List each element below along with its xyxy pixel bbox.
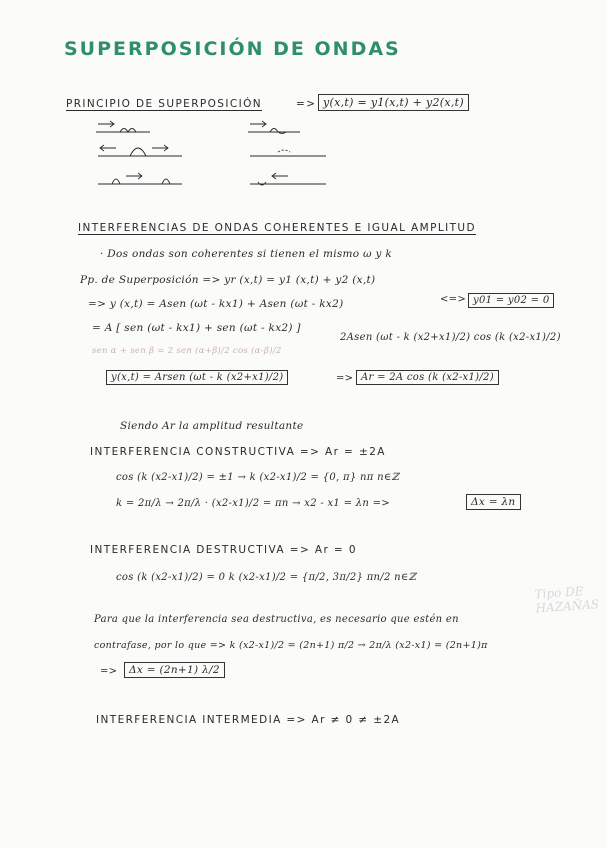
wave-pulses-sketch [90, 118, 350, 198]
watermark: Tipo DE HAZAÑAS [534, 584, 600, 616]
principle-heading: PRINCIPIO DE SUPERPOSICIÓN [66, 98, 263, 110]
step1-eq: => y (x,t) = Asen (ωt - kx1) + Asen (ωt - kx2) [88, 298, 344, 310]
step2-eq: = A [ sen (ωt - kx1) + sen (ωt - kx2) ] [92, 322, 301, 334]
destructive-arrow: => [100, 666, 118, 677]
step3-arrow: => [336, 373, 354, 384]
step3-result: Ar = 2A cos (k (x2-x1)/2) [356, 370, 499, 385]
trig-identity: sen α + sen β = 2 sen (α+β)/2 cos (α-β)/2 [92, 346, 282, 356]
coherent-note: · Dos ondas son coherentes si tienen el mismo ω y k [100, 248, 393, 260]
step1-box: y01 = y02 = 0 [468, 293, 554, 308]
destructive-note2: contrafase, por lo que => k (x2-x1)/2 = (2n+1) π/2 → 2π/λ (x2-x1) = (2n+1)π [94, 640, 488, 651]
interference-heading: INTERFERENCIAS DE ONDAS COHERENTES E IGUAL AMPLITUD [78, 222, 476, 234]
destructive-heading: INTERFERENCIA DESTRUCTIVA => Ar = 0 [90, 544, 357, 556]
constructive-heading: INTERFERENCIA CONSTRUCTIVA => Ar = ±2A [90, 446, 386, 458]
constructive-eq1: cos (k (x2-x1)/2) = ±1 → k (x2-x1)/2 = {0, π} nπ n∈ℤ [116, 472, 400, 483]
principle-formula: y(x,t) = y1(x,t) + y2(x,t) [318, 94, 469, 111]
amplitude-note: Siendo Ar la amplitud resultante [120, 420, 304, 432]
constructive-result: Δx = λn [466, 494, 521, 510]
intermediate-heading: INTERFERENCIA INTERMEDIA => Ar ≠ 0 ≠ ±2A [96, 714, 401, 726]
destructive-eq1: cos (k (x2-x1)/2) = 0 k (x2-x1)/2 = {π/2, 3π/2} πn/2 n∈ℤ [116, 572, 417, 583]
step1-arrow: <=> [440, 294, 467, 305]
constructive-eq2: k = 2π/λ → 2π/λ · (x2-x1)/2 = πn → x2 - x1 = λn => [116, 498, 390, 509]
destructive-result: Δx = (2n+1) λ/2 [124, 662, 225, 678]
destructive-note1: Para que la interferencia sea destructiva, es necesario que estén en [94, 614, 459, 625]
principle-arrow: => [296, 98, 317, 110]
step2-result: 2Asen (ωt - k (x2+x1)/2) cos (k (x2-x1)/2) [340, 332, 561, 343]
page-title: SUPERPOSICIÓN DE ONDAS [64, 38, 401, 60]
superposition-eq: Pp. de Superposición => yr (x,t) = y1 (x,t) + y2 (x,t) [80, 274, 376, 286]
step3-box: y(x,t) = Arsen (ωt - k (x2+x1)/2) [106, 370, 288, 385]
